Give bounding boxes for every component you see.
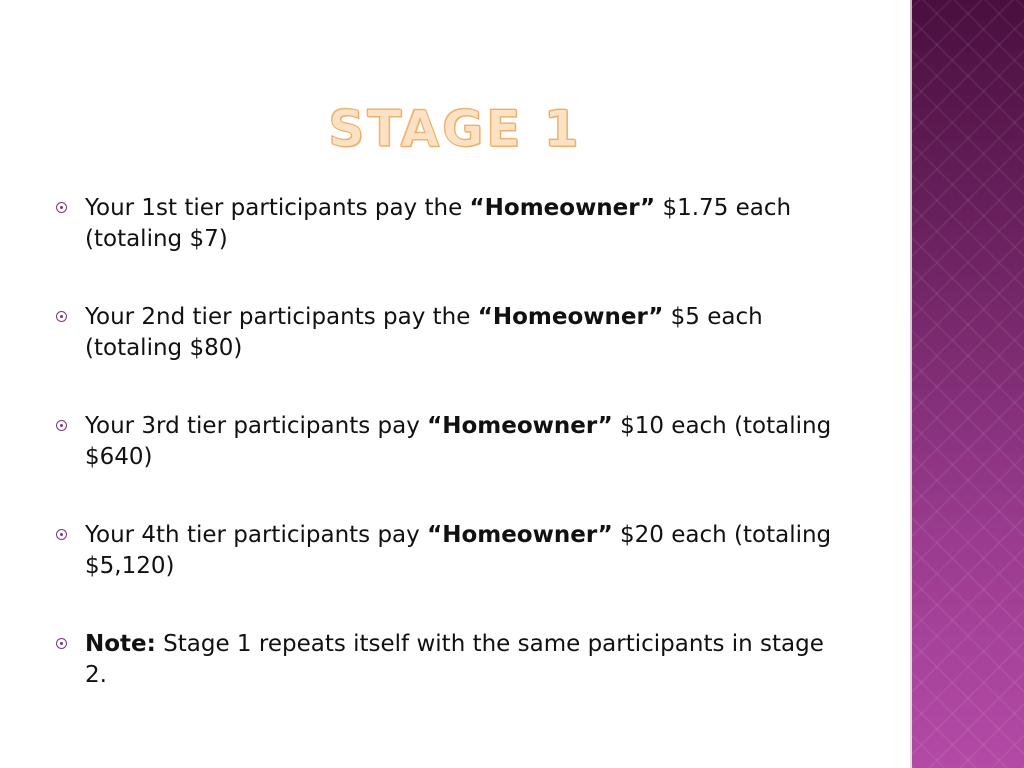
slide-title: STAGE 1 bbox=[328, 100, 582, 158]
circled-dot-icon bbox=[56, 202, 67, 213]
bullet-item-2 bbox=[54, 302, 844, 364]
circled-dot-icon bbox=[56, 420, 67, 431]
bullet-item-5 bbox=[54, 629, 844, 691]
bullet-text-post: $1.75 each (totaling $7) bbox=[85, 195, 792, 252]
bullet-item-1 bbox=[54, 193, 844, 255]
note-label: Note: bbox=[85, 631, 156, 657]
bullet-text-post: Stage 1 repeats itself with the same participants in stage 2. bbox=[85, 631, 824, 688]
bullet-text-post: $10 each (totaling $640) bbox=[85, 413, 832, 470]
circled-dot-icon bbox=[56, 529, 67, 540]
circled-dot-icon bbox=[56, 638, 67, 649]
bullet-text-post: $20 each (totaling $5,120) bbox=[85, 522, 832, 579]
bullet-item-4 bbox=[54, 520, 844, 582]
bullet-text-pre: Your 4th tier participants pay bbox=[85, 522, 428, 548]
bullet-text-bold: “Homeowner” bbox=[427, 522, 613, 548]
bullet-list bbox=[54, 193, 844, 738]
bullet-item-3 bbox=[54, 411, 844, 473]
bullet-text-pre: Your 3rd tier participants pay bbox=[85, 413, 428, 439]
bullet-text-bold: “Homeowner” bbox=[469, 195, 656, 221]
bullet-text-pre: Your 2nd tier participants pay the bbox=[85, 304, 478, 330]
bullet-text-bold: “Homeowner” bbox=[477, 304, 664, 330]
bullet-text-post: $5 each (totaling $80) bbox=[85, 304, 763, 361]
bullet-text-bold: “Homeowner” bbox=[427, 413, 613, 439]
bullet-text-pre: Your 1st tier participants pay the bbox=[85, 195, 470, 221]
circled-dot-icon bbox=[56, 311, 67, 322]
decorative-side-band bbox=[912, 0, 1024, 768]
